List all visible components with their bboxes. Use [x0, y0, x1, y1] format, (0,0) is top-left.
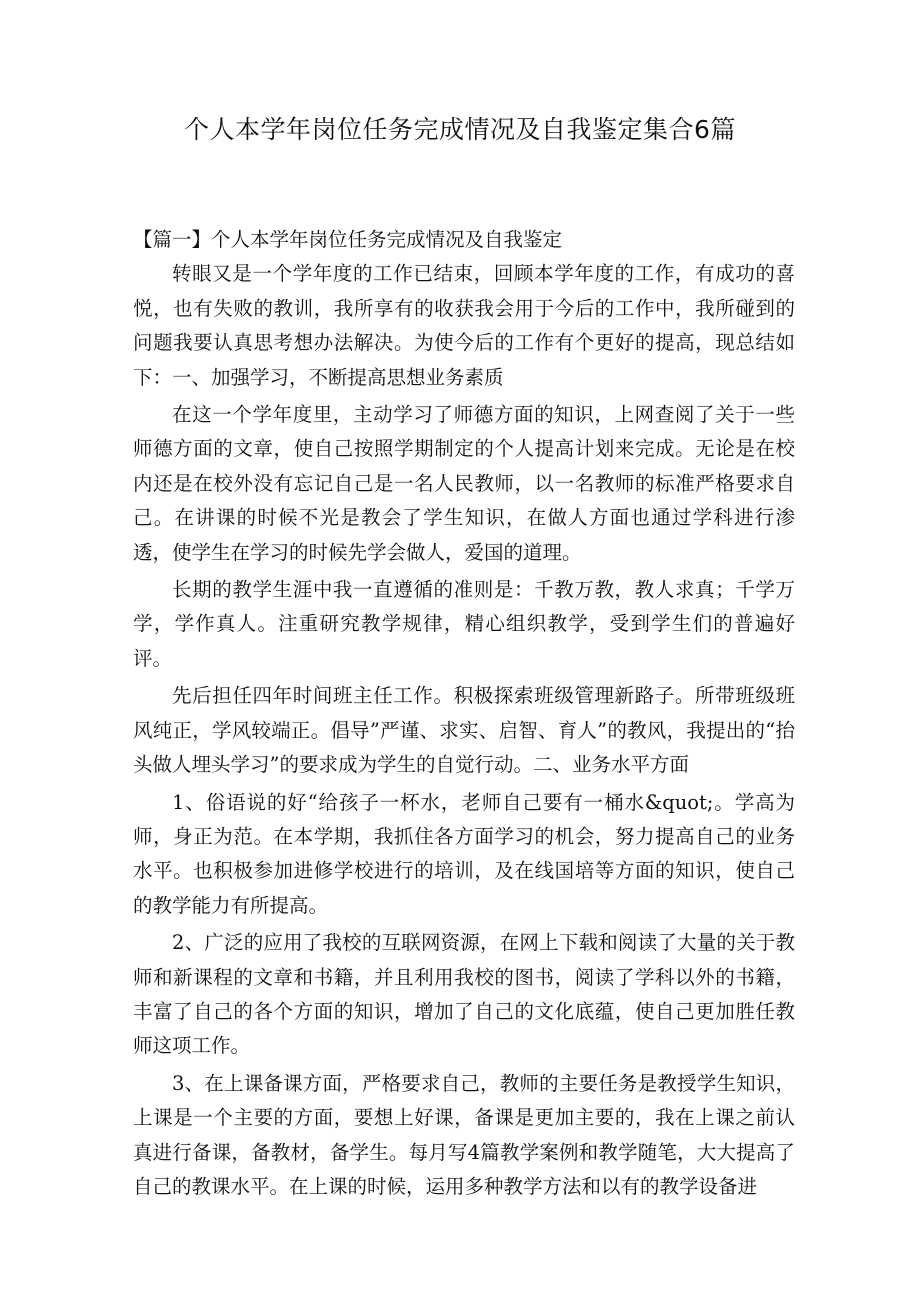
document-body [133, 223, 795, 1204]
paragraph-6: 2、广泛的应用了我校的互联网资源，在网上下载和阅读了大量的关于教师和新课程的文章和书籍，并且利用我校的图书，阅读了学科以外的书籍，丰富了自己的各个方面的知识，增加了自己的文化底蕴，使自己更加胜任教师这项工作。 [133, 931, 795, 1058]
paragraph-4: 先后担任四年时间班主任工作。积极探索班级管理新路子。所带班级班风纯正，学风较端正。倡导”严谨、求实、启智、育人”的教风，我提出的“抬头做人埋头学习”的要求成为学生的自觉行动。二、业务水平方面 [133, 684, 795, 777]
paragraph-1: 转眼又是一个学年度的工作已结束，回顾本学年度的工作，有成功的喜悦，也有失败的教训，我所享有的收获我会用于今后的工作中，我所碰到的问题我要认真思考想办法解决。为使今后的工作有个更好的提高，现总结如下：一、加强学习，不断提高思想业务素质 [133, 262, 795, 389]
paragraph-3: 长期的教学生涯中我一直遵循的准则是：千教万教，教人求真；千学万学，学作真人。注重研究教学规律，精心组织教学，受到学生们的普遍好评。 [133, 578, 795, 670]
paragraph-7: 3、在上课备课方面，严格要求自己，教师的主要任务是教授学生知识，上课是一个主要的方面，要想上好课，备课是更加主要的，我在上课之前认真进行备课，备教材，备学生。每月写4篇教学案例和教学随笔，大大提高了自己的教课水平。在上课的时候，运用多种教学方法和以有的教学设备进 [133, 1071, 795, 1198]
document-title: 个人本学年岗位任务完成情况及自我鉴定集合6篇 [184, 115, 736, 144]
paragraph-2: 在这一个学年度里，主动学习了师德方面的知识，上网查阅了关于一些师德方面的文章，使自己按照学期制定的个人提高计划来完成。无论是在校内还是在校外没有忘记自己是一名人民教师，以一名教师的标准严格要求自己。在讲课的时候不光是教会了学生知识，在做人方面也通过学科进行渗透，使学生在学习的时候先学会做人，爱国的道理。 [133, 403, 795, 564]
section-heading: 【篇一】个人本学年岗位任务完成情况及自我鉴定 [133, 228, 563, 251]
paragraph-5: 1、俗语说的好“给孩子一杯水，老师自己要有一桶水&quot;。学高为师，身正为范。在本学期，我抓住各方面学习的机会，努力提高自己的业务水平。也积极参加进修学校进行的培训，及在线国培等方面的知识，使自己的教学能力有所提高。 [133, 790, 795, 917]
